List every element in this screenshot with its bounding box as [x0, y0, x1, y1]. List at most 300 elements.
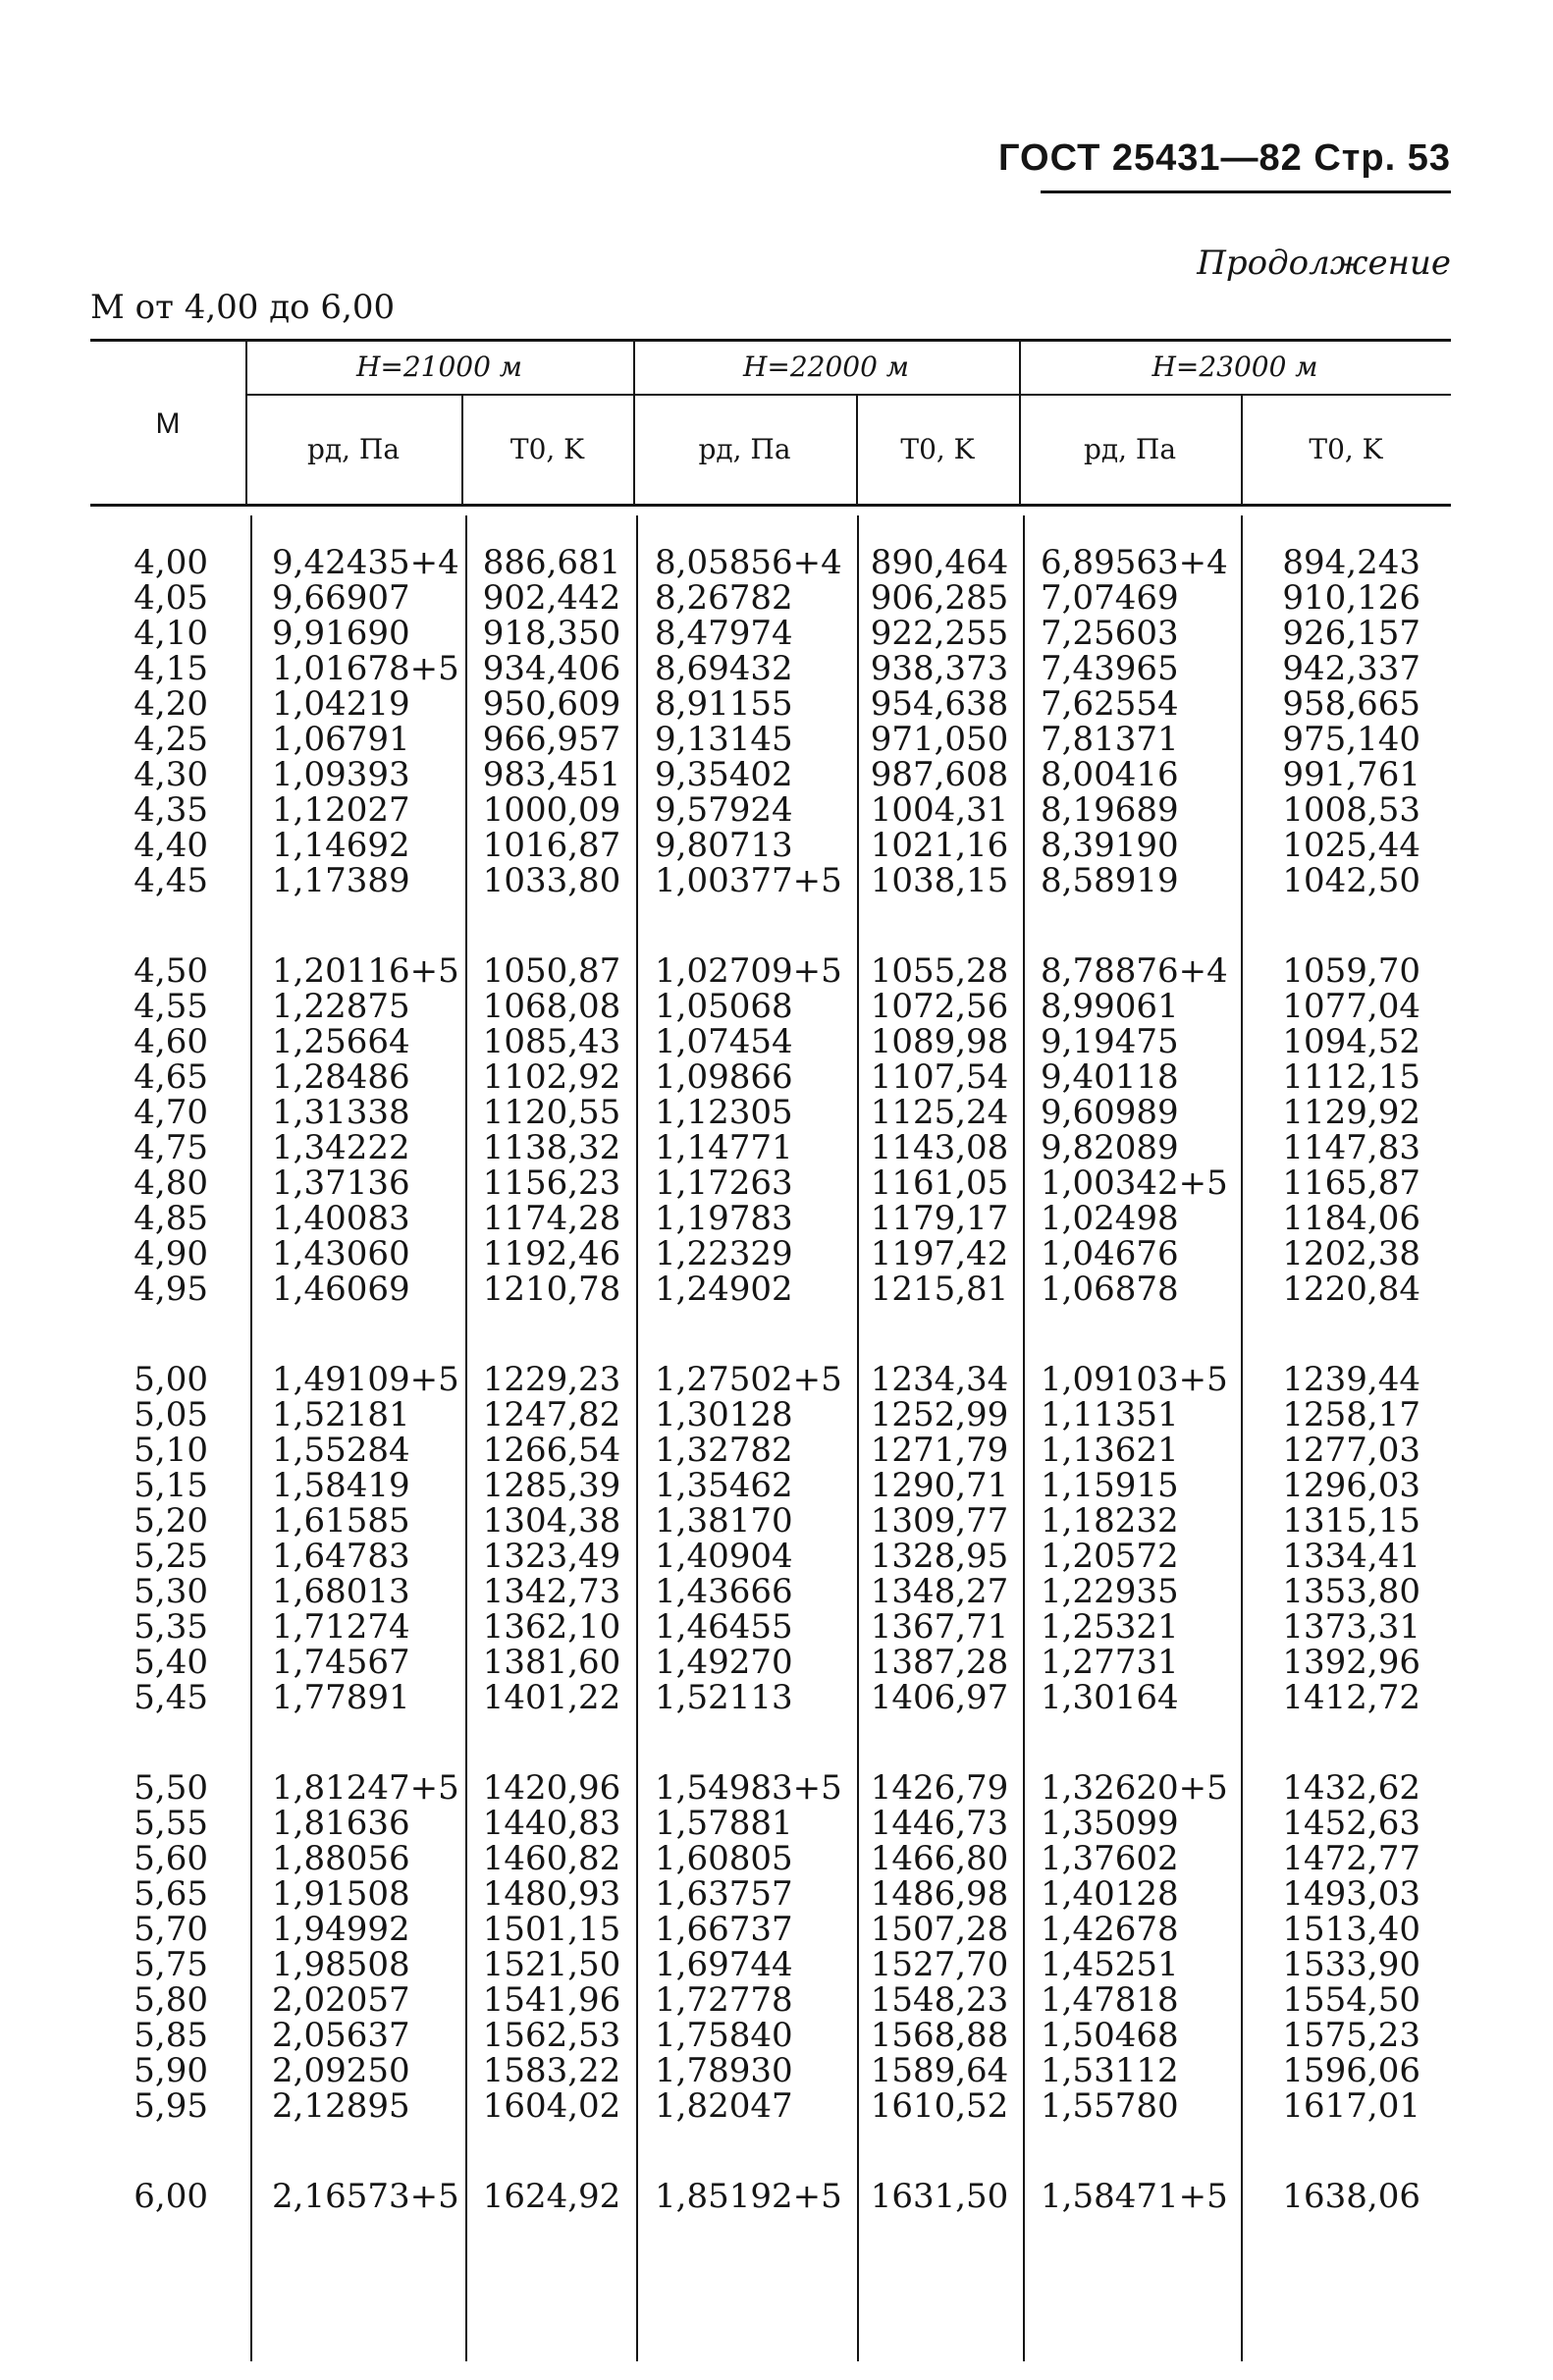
cell-pressure-23000: 1,09103+5	[1041, 1360, 1228, 1399]
cell-pressure-21000: 1,43060	[272, 1234, 410, 1273]
cell-pressure-21000: 1,25664	[272, 1022, 410, 1061]
cell-temp-23000: 1077,04	[1282, 987, 1420, 1026]
cell-temp-21000: 1624,92	[482, 2177, 621, 2216]
cell-temp-22000: 1252,99	[870, 1395, 1009, 1434]
cell-temp-21000: 1401,22	[482, 1678, 621, 1717]
cell-temp-22000: 1406,97	[870, 1678, 1009, 1717]
cell-temp-22000: 954,638	[870, 684, 1009, 724]
cell-temp-22000: 1197,42	[870, 1234, 1009, 1273]
cell-temp-23000: 1059,70	[1282, 951, 1420, 991]
cell-temp-21000: 886,681	[482, 543, 621, 582]
cell-temp-21000: 1247,82	[482, 1395, 621, 1434]
cell-temp-23000: 1296,03	[1282, 1466, 1420, 1505]
cell-temp-23000: 1412,72	[1282, 1678, 1420, 1717]
cell-pressure-21000: 1,09393	[272, 755, 410, 794]
row-group	[1041, 1362, 1237, 1715]
cell-temp-22000: 1143,08	[870, 1128, 1009, 1167]
cell-pressure-22000: 1,82047	[655, 2086, 793, 2126]
cell-temp-21000: 983,451	[482, 755, 621, 794]
cell-mach: 4,50	[134, 951, 208, 991]
cell-mach: 4,25	[134, 720, 208, 759]
cell-mach: 4,45	[134, 861, 208, 900]
cell-temp-23000: 1112,15	[1282, 1057, 1420, 1097]
cell-mach: 4,00	[134, 543, 208, 582]
cell-mach: 4,65	[134, 1057, 208, 1097]
cell-temp-21000: 1000,09	[482, 790, 621, 830]
cell-temp-21000: 1266,54	[482, 1431, 621, 1470]
cell-temp-23000: 1617,01	[1282, 2086, 1420, 2126]
row-group	[272, 1770, 458, 2124]
row-group	[655, 1770, 851, 2124]
cell-temp-21000: 918,350	[482, 614, 621, 653]
row-group	[90, 1362, 208, 1715]
cell-pressure-23000: 1,45251	[1041, 1945, 1179, 1984]
cell-pressure-21000: 1,94992	[272, 1910, 410, 1949]
row-group	[90, 545, 208, 898]
row-group	[272, 1362, 458, 1715]
cell-pressure-21000: 9,42435+4	[272, 543, 459, 582]
height-23000-header: H=23000 м	[1151, 351, 1318, 383]
cell-pressure-21000: 1,91508	[272, 1874, 410, 1914]
cell-temp-21000: 1033,80	[482, 861, 621, 900]
row-group	[655, 953, 851, 1307]
cell-temp-23000: 1452,63	[1282, 1804, 1420, 1843]
cell-mach: 4,20	[134, 684, 208, 724]
cell-pressure-22000: 1,00377+5	[655, 861, 842, 900]
cell-mach: 5,15	[134, 1466, 208, 1505]
cell-temp-23000: 1165,87	[1282, 1163, 1420, 1203]
col-m-header: М	[155, 407, 181, 440]
cell-pressure-21000: 1,58419	[272, 1466, 410, 1505]
cell-pressure-22000: 1,69744	[655, 1945, 793, 1984]
cell-temp-23000: 1392,96	[1282, 1643, 1420, 1682]
standard-number: ГОСТ 25431—82	[997, 137, 1303, 179]
cell-pressure-23000: 1,13621	[1041, 1431, 1179, 1470]
cell-pressure-22000: 1,57881	[655, 1804, 793, 1843]
cell-temp-23000: 926,157	[1282, 614, 1420, 653]
cell-pressure-22000: 1,66737	[655, 1910, 793, 1949]
temp-header-3: T0, K	[1309, 433, 1383, 465]
cell-temp-21000: 1285,39	[482, 1466, 621, 1505]
cell-temp-23000: 1575,23	[1282, 2016, 1420, 2055]
pressure-header-3: pд, Па	[1083, 433, 1177, 465]
cell-temp-22000: 971,050	[870, 720, 1009, 759]
row-group	[90, 953, 208, 1307]
cell-mach: 5,45	[134, 1678, 208, 1717]
cell-mach: 4,10	[134, 614, 208, 653]
row-group	[866, 545, 1013, 898]
cell-temp-22000: 1234,34	[870, 1360, 1009, 1399]
cell-pressure-23000: 1,15915	[1041, 1466, 1179, 1505]
row-group	[473, 1362, 630, 1715]
cell-pressure-22000: 8,47974	[655, 614, 793, 653]
cell-pressure-22000: 1,30128	[655, 1395, 793, 1434]
row-group	[1249, 2179, 1420, 2214]
vline-6b	[1241, 515, 1243, 2361]
cell-pressure-21000: 1,34222	[272, 1128, 410, 1167]
cell-temp-21000: 1210,78	[482, 1270, 621, 1309]
cell-temp-21000: 1156,23	[482, 1163, 621, 1203]
cell-pressure-23000: 8,19689	[1041, 790, 1179, 830]
cell-temp-23000: 1129,92	[1282, 1093, 1420, 1132]
cell-pressure-21000: 1,55284	[272, 1431, 410, 1470]
cell-pressure-21000: 1,68013	[272, 1572, 410, 1611]
cell-mach: 5,95	[134, 2086, 208, 2126]
cell-pressure-23000: 1,58471+5	[1041, 2177, 1228, 2216]
table-top-rule	[90, 339, 1451, 342]
cell-mach: 5,10	[134, 1431, 208, 1470]
cell-pressure-22000: 8,26782	[655, 578, 793, 618]
cell-pressure-22000: 1,38170	[655, 1501, 793, 1541]
cell-pressure-23000: 1,50468	[1041, 2016, 1179, 2055]
cell-temp-22000: 1271,79	[870, 1431, 1009, 1470]
cell-temp-23000: 1008,53	[1282, 790, 1420, 830]
cell-temp-23000: 1596,06	[1282, 2051, 1420, 2090]
cell-temp-23000: 1184,06	[1282, 1199, 1420, 1238]
cell-temp-21000: 934,406	[482, 649, 621, 688]
cell-temp-22000: 1055,28	[870, 951, 1009, 991]
atmosphere-table	[90, 339, 1451, 2216]
cell-mach: 5,35	[134, 1607, 208, 1647]
cell-temp-23000: 1239,44	[1282, 1360, 1420, 1399]
cell-temp-22000: 1589,64	[870, 2051, 1009, 2090]
cell-temp-23000: 975,140	[1282, 720, 1420, 759]
row-group	[655, 545, 851, 898]
cell-pressure-23000: 7,62554	[1041, 684, 1179, 724]
row-group	[90, 1770, 208, 2124]
cell-temp-23000: 1025,44	[1282, 826, 1420, 865]
row-group	[866, 953, 1013, 1307]
cell-pressure-23000: 1,02498	[1041, 1199, 1179, 1238]
cell-pressure-21000: 1,71274	[272, 1607, 410, 1647]
cell-mach: 4,35	[134, 790, 208, 830]
cell-temp-23000: 1472,77	[1282, 1839, 1420, 1878]
row-group	[866, 2179, 1013, 2214]
cell-pressure-23000: 1,06878	[1041, 1270, 1179, 1309]
row-group	[1249, 1362, 1420, 1715]
cell-mach: 6,00	[134, 2177, 208, 2216]
header-mid-rule	[245, 394, 1451, 396]
cell-pressure-21000: 2,05637	[272, 2016, 410, 2055]
cell-temp-21000: 902,442	[482, 578, 621, 618]
cell-temp-22000: 906,285	[870, 578, 1009, 618]
column-temp-23000	[1249, 545, 1420, 2214]
cell-pressure-23000: 1,37602	[1041, 1839, 1179, 1878]
height-21000-header: H=21000 м	[355, 351, 523, 383]
column-temp-22000	[866, 545, 1013, 2214]
cell-pressure-22000: 1,19783	[655, 1199, 793, 1238]
row-group	[1249, 545, 1420, 898]
cell-temp-22000: 1290,71	[870, 1466, 1009, 1505]
cell-pressure-21000: 9,91690	[272, 614, 410, 653]
cell-temp-22000: 1309,77	[870, 1501, 1009, 1541]
cell-pressure-22000: 1,14771	[655, 1128, 793, 1167]
row-group	[473, 545, 630, 898]
cell-mach: 4,30	[134, 755, 208, 794]
cell-temp-23000: 942,337	[1282, 649, 1420, 688]
cell-pressure-22000: 1,75840	[655, 2016, 793, 2055]
cell-mach: 5,30	[134, 1572, 208, 1611]
cell-temp-21000: 1050,87	[482, 951, 621, 991]
cell-mach: 5,70	[134, 1910, 208, 1949]
cell-temp-21000: 1362,10	[482, 1607, 621, 1647]
cell-temp-21000: 1323,49	[482, 1537, 621, 1576]
cell-pressure-22000: 1,12305	[655, 1093, 793, 1132]
cell-temp-21000: 1604,02	[482, 2086, 621, 2126]
cell-pressure-22000: 1,27502+5	[655, 1360, 842, 1399]
cell-temp-23000: 1513,40	[1282, 1910, 1420, 1949]
cell-temp-22000: 1426,79	[870, 1768, 1009, 1808]
cell-pressure-22000: 8,69432	[655, 649, 793, 688]
cell-mach: 5,80	[134, 1980, 208, 2020]
row-group	[272, 953, 458, 1307]
cell-pressure-22000: 9,80713	[655, 826, 793, 865]
cell-temp-21000: 1381,60	[482, 1643, 621, 1682]
cell-mach: 4,40	[134, 826, 208, 865]
mach-range-label: М от 4,00 до 6,00	[90, 288, 396, 327]
cell-pressure-22000: 1,07454	[655, 1022, 793, 1061]
continuation-label: Продолжение	[1197, 243, 1451, 283]
cell-temp-21000: 1420,96	[482, 1768, 621, 1808]
cell-temp-21000: 1304,38	[482, 1501, 621, 1541]
row-group	[473, 953, 630, 1307]
cell-pressure-23000: 1,30164	[1041, 1678, 1179, 1717]
cell-mach: 5,55	[134, 1804, 208, 1843]
vline-5b	[1023, 515, 1025, 2361]
cell-pressure-22000: 1,22329	[655, 1234, 793, 1273]
cell-pressure-22000: 1,32782	[655, 1431, 793, 1470]
cell-pressure-23000: 1,22935	[1041, 1572, 1179, 1611]
cell-pressure-23000: 9,40118	[1041, 1057, 1179, 1097]
cell-pressure-23000: 1,42678	[1041, 1910, 1179, 1949]
pressure-header-2: pд, Па	[698, 433, 791, 465]
cell-temp-23000: 910,126	[1282, 578, 1420, 618]
row-group	[1041, 953, 1237, 1307]
cell-temp-23000: 1315,15	[1282, 1501, 1420, 1541]
vline-3b	[636, 515, 638, 2361]
cell-pressure-21000: 1,22875	[272, 987, 410, 1026]
cell-temp-22000: 1004,31	[870, 790, 1009, 830]
cell-temp-23000: 894,243	[1282, 543, 1420, 582]
cell-pressure-22000: 8,91155	[655, 684, 793, 724]
vline-4b	[857, 515, 859, 2361]
cell-pressure-21000: 1,81247+5	[272, 1768, 459, 1808]
column-mach	[90, 545, 208, 2214]
cell-temp-23000: 1432,62	[1282, 1768, 1420, 1808]
cell-temp-21000: 950,609	[482, 684, 621, 724]
cell-temp-21000: 1120,55	[482, 1093, 621, 1132]
cell-pressure-21000: 9,66907	[272, 578, 410, 618]
cell-temp-23000: 958,665	[1282, 684, 1420, 724]
cell-temp-22000: 1507,28	[870, 1910, 1009, 1949]
cell-temp-22000: 1527,70	[870, 1945, 1009, 1984]
cell-pressure-21000: 1,28486	[272, 1057, 410, 1097]
cell-mach: 4,55	[134, 987, 208, 1026]
cell-temp-22000: 1179,17	[870, 1199, 1009, 1238]
cell-pressure-21000: 1,06791	[272, 720, 410, 759]
cell-pressure-21000: 2,12895	[272, 2086, 410, 2126]
column-temp-21000	[473, 545, 630, 2214]
cell-pressure-21000: 1,37136	[272, 1163, 410, 1203]
cell-mach: 5,00	[134, 1360, 208, 1399]
cell-pressure-23000: 9,19475	[1041, 1022, 1179, 1061]
cell-pressure-22000: 1,49270	[655, 1643, 793, 1682]
row-group	[655, 1362, 851, 1715]
cell-mach: 4,90	[134, 1234, 208, 1273]
row-group	[473, 2179, 630, 2214]
cell-temp-21000: 1102,92	[482, 1057, 621, 1097]
cell-mach: 5,75	[134, 1945, 208, 1984]
cell-pressure-23000: 1,55780	[1041, 2086, 1179, 2126]
cell-pressure-22000: 1,85192+5	[655, 2177, 842, 2216]
cell-temp-21000: 1342,73	[482, 1572, 621, 1611]
cell-temp-23000: 1258,17	[1282, 1395, 1420, 1434]
cell-temp-23000: 1042,50	[1282, 861, 1420, 900]
cell-mach: 5,40	[134, 1643, 208, 1682]
vline-2b	[465, 515, 467, 2361]
cell-temp-22000: 1387,28	[870, 1643, 1009, 1682]
cell-pressure-21000: 2,02057	[272, 1980, 410, 2020]
cell-temp-21000: 1480,93	[482, 1874, 621, 1914]
cell-mach: 4,60	[134, 1022, 208, 1061]
cell-pressure-21000: 1,49109+5	[272, 1360, 459, 1399]
cell-temp-23000: 1220,84	[1282, 1270, 1420, 1309]
cell-temp-21000: 1440,83	[482, 1804, 621, 1843]
cell-pressure-21000: 1,74567	[272, 1643, 410, 1682]
cell-temp-21000: 1138,32	[482, 1128, 621, 1167]
cell-mach: 4,15	[134, 649, 208, 688]
row-group	[1249, 1770, 1420, 2124]
cell-pressure-22000: 1,54983+5	[655, 1768, 842, 1808]
cell-temp-21000: 1068,08	[482, 987, 621, 1026]
cell-temp-21000: 1521,50	[482, 1945, 621, 1984]
cell-mach: 5,05	[134, 1395, 208, 1434]
cell-temp-21000: 1583,22	[482, 2051, 621, 2090]
cell-pressure-21000: 1,46069	[272, 1270, 410, 1309]
height-22000-header: H=22000 м	[742, 351, 910, 383]
page-number: Стр. 53	[1313, 137, 1451, 179]
cell-temp-23000: 991,761	[1282, 755, 1420, 794]
cell-pressure-21000: 1,61585	[272, 1501, 410, 1541]
cell-pressure-21000: 1,88056	[272, 1839, 410, 1878]
cell-temp-21000: 1541,96	[482, 1980, 621, 2020]
cell-temp-21000: 1229,23	[482, 1360, 621, 1399]
cell-mach: 5,85	[134, 2016, 208, 2055]
cell-temp-23000: 1533,90	[1282, 1945, 1420, 1984]
row-group	[272, 545, 458, 898]
cell-pressure-23000: 8,58919	[1041, 861, 1179, 900]
cell-pressure-22000: 1,35462	[655, 1466, 793, 1505]
cell-temp-21000: 1174,28	[482, 1199, 621, 1238]
cell-pressure-21000: 2,09250	[272, 2051, 410, 2090]
cell-pressure-22000: 1,46455	[655, 1607, 793, 1647]
cell-pressure-22000: 1,24902	[655, 1270, 793, 1309]
cell-pressure-23000: 7,81371	[1041, 720, 1179, 759]
cell-pressure-21000: 1,81636	[272, 1804, 410, 1843]
cell-temp-21000: 1016,87	[482, 826, 621, 865]
cell-pressure-23000: 8,00416	[1041, 755, 1179, 794]
cell-pressure-21000: 1,04219	[272, 684, 410, 724]
cell-pressure-21000: 1,98508	[272, 1945, 410, 1984]
cell-temp-21000: 1460,82	[482, 1839, 621, 1878]
cell-pressure-22000: 9,13145	[655, 720, 793, 759]
cell-pressure-21000: 2,16573+5	[272, 2177, 459, 2216]
cell-pressure-23000: 1,00342+5	[1041, 1163, 1228, 1203]
cell-pressure-23000: 1,20572	[1041, 1537, 1179, 1576]
cell-mach: 5,90	[134, 2051, 208, 2090]
cell-temp-23000: 1353,80	[1282, 1572, 1420, 1611]
cell-temp-22000: 987,608	[870, 755, 1009, 794]
cell-pressure-22000: 1,17263	[655, 1163, 793, 1203]
cell-pressure-22000: 1,60805	[655, 1839, 793, 1878]
cell-pressure-21000: 1,31338	[272, 1093, 410, 1132]
cell-pressure-22000: 1,52113	[655, 1678, 793, 1717]
cell-temp-22000: 1568,88	[870, 2016, 1009, 2055]
cell-pressure-23000: 1,40128	[1041, 1874, 1179, 1914]
cell-pressure-22000: 1,43666	[655, 1572, 793, 1611]
cell-pressure-23000: 1,18232	[1041, 1501, 1179, 1541]
row-group	[655, 2179, 851, 2214]
cell-temp-23000: 1094,52	[1282, 1022, 1420, 1061]
cell-temp-22000: 1548,23	[870, 1980, 1009, 2020]
cell-pressure-23000: 8,39190	[1041, 826, 1179, 865]
cell-pressure-22000: 8,05856+4	[655, 543, 842, 582]
cell-mach: 4,95	[134, 1270, 208, 1309]
cell-temp-22000: 1610,52	[870, 2086, 1009, 2126]
cell-pressure-23000: 1,35099	[1041, 1804, 1179, 1843]
cell-pressure-23000: 1,47818	[1041, 1980, 1179, 2020]
cell-temp-21000: 1192,46	[482, 1234, 621, 1273]
cell-temp-22000: 1328,95	[870, 1537, 1009, 1576]
cell-pressure-21000: 1,12027	[272, 790, 410, 830]
vline-1b	[250, 515, 252, 2361]
row-group	[1041, 545, 1237, 898]
cell-temp-22000: 1631,50	[870, 2177, 1009, 2216]
column-pressure-22000	[655, 545, 851, 2214]
cell-mach: 5,25	[134, 1537, 208, 1576]
cell-temp-23000: 1638,06	[1282, 2177, 1420, 2216]
cell-pressure-21000: 1,01678+5	[272, 649, 459, 688]
cell-pressure-22000: 9,57924	[655, 790, 793, 830]
cell-mach: 4,85	[134, 1199, 208, 1238]
cell-mach: 5,50	[134, 1768, 208, 1808]
cell-pressure-22000: 1,05068	[655, 987, 793, 1026]
row-group	[272, 2179, 458, 2214]
cell-mach: 5,60	[134, 1839, 208, 1878]
cell-pressure-23000: 7,43965	[1041, 649, 1179, 688]
column-pressure-21000	[272, 545, 458, 2214]
cell-pressure-23000: 9,60989	[1041, 1093, 1179, 1132]
cell-temp-21000: 1085,43	[482, 1022, 621, 1061]
cell-mach: 4,05	[134, 578, 208, 618]
cell-pressure-21000: 1,14692	[272, 826, 410, 865]
cell-temp-22000: 1161,05	[870, 1163, 1009, 1203]
cell-pressure-23000: 1,53112	[1041, 2051, 1179, 2090]
cell-pressure-22000: 1,72778	[655, 1980, 793, 2020]
cell-temp-22000: 1215,81	[870, 1270, 1009, 1309]
cell-pressure-22000: 1,09866	[655, 1057, 793, 1097]
cell-pressure-23000: 1,27731	[1041, 1643, 1179, 1682]
cell-pressure-21000: 1,64783	[272, 1537, 410, 1576]
cell-temp-22000: 1367,71	[870, 1607, 1009, 1647]
row-group	[1041, 2179, 1237, 2214]
cell-temp-23000: 1554,50	[1282, 1980, 1420, 2020]
header-text	[998, 137, 1451, 180]
cell-pressure-22000: 1,40904	[655, 1537, 793, 1576]
cell-mach: 5,20	[134, 1501, 208, 1541]
cell-mach: 5,65	[134, 1874, 208, 1914]
cell-pressure-21000: 1,52181	[272, 1395, 410, 1434]
